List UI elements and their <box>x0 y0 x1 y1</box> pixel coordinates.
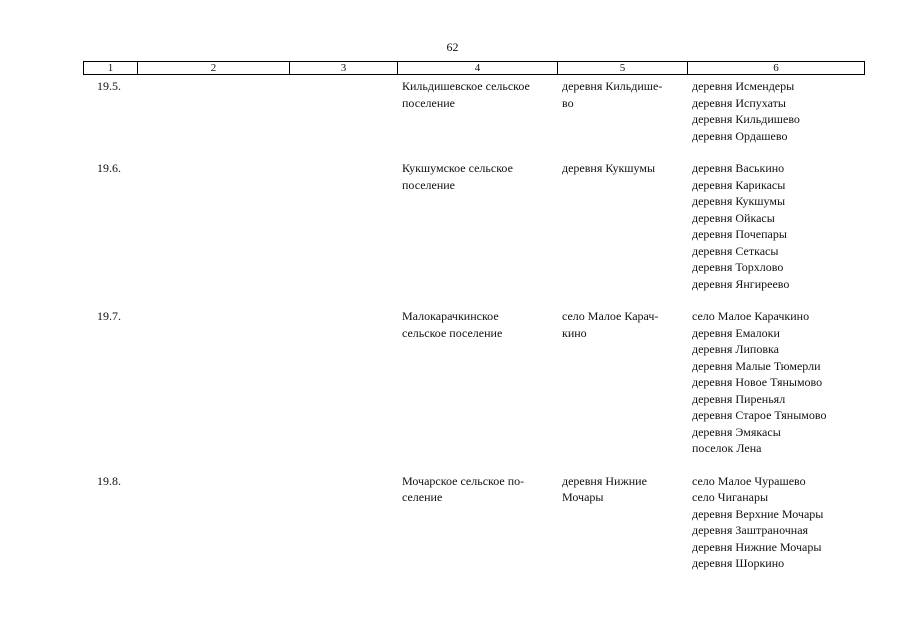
settlement-name-cell <box>397 160 557 292</box>
locality-item: деревня Шоркино <box>692 556 785 570</box>
column-header-5: 5 <box>558 62 688 74</box>
admin-center-cell <box>557 78 687 144</box>
locality-item: деревня Янгиреево <box>692 276 790 291</box>
locality-item: деревня Новое Тянымово <box>692 375 823 389</box>
column-header-1: 1 <box>84 62 138 74</box>
locality-item: деревня Кукшумы <box>692 194 786 208</box>
table-row <box>83 308 865 457</box>
table-body <box>83 78 865 572</box>
settlement-name-cell <box>397 308 557 457</box>
settlement-name-line: Мочарское сельское по- <box>402 473 525 488</box>
settlement-name-line: Кукшумское сельское <box>402 161 513 175</box>
column-header-4: 4 <box>398 62 558 74</box>
settlement-name-line: поселение <box>402 177 456 192</box>
column-header-2: 2 <box>138 62 290 74</box>
row-number: 19.5. <box>97 79 121 93</box>
locality-item: деревня Верхние Мочары <box>692 506 824 521</box>
page-number: 62 <box>446 40 459 54</box>
locality-item: деревня Карикасы <box>692 177 786 192</box>
row-number-cell <box>83 308 137 457</box>
locality-item: деревня Старое Тянымово <box>692 408 827 422</box>
row-number: 19.6. <box>97 161 121 175</box>
empty-cell-col2 <box>137 473 289 572</box>
admin-center-line: Мочары <box>562 490 604 504</box>
row-number-cell <box>83 473 137 572</box>
row-number-cell <box>83 78 137 144</box>
locality-item: деревня Нижние Мочары <box>692 539 822 554</box>
localities-cell <box>687 473 865 572</box>
locality-item: деревня Емалоки <box>692 325 780 340</box>
row-number-cell <box>83 160 137 292</box>
settlement-name-line: селение <box>402 490 443 504</box>
locality-item: деревня Эмякасы <box>692 424 781 439</box>
locality-item: деревня Торхлово <box>692 260 784 274</box>
row-number: 19.7. <box>97 309 121 323</box>
admin-center-cell <box>557 160 687 292</box>
table-row <box>83 78 865 144</box>
locality-item: деревня Испухаты <box>692 95 786 110</box>
empty-cell-col2 <box>137 308 289 457</box>
settlement-name-line: Малокарачкинское <box>402 309 499 323</box>
table-row <box>83 160 865 292</box>
admin-center-line: деревня Кукшумы <box>562 161 656 175</box>
locality-item: деревня Почепары <box>692 227 787 241</box>
empty-cell-col3 <box>289 160 397 292</box>
localities-cell <box>687 160 865 292</box>
admin-center-line: деревня Нижние <box>562 473 647 488</box>
locality-item: деревня Васькино <box>692 161 785 175</box>
empty-cell-col2 <box>137 160 289 292</box>
admin-center-line: кино <box>562 325 587 340</box>
locality-item: деревня Ордашево <box>692 128 788 143</box>
locality-item: деревня Ойкасы <box>692 210 775 225</box>
empty-cell-col3 <box>289 78 397 144</box>
locality-item: деревня Исмендеры <box>692 79 795 93</box>
settlement-name-line: сельское поселение <box>402 325 503 340</box>
column-header-6: 6 <box>688 62 865 74</box>
settlement-name-line: Кильдишевское сельское <box>402 79 530 93</box>
row-number: 19.8. <box>97 473 121 488</box>
table-header <box>83 61 865 75</box>
locality-item: деревня Заштраночная <box>692 523 809 537</box>
locality-item: село Малое Карачкино <box>692 309 810 323</box>
locality-item: деревня Малые Тюмерли <box>692 358 821 373</box>
locality-item: деревня Пиреньял <box>692 391 786 406</box>
locality-item: село Малое Чурашево <box>692 473 806 488</box>
locality-item: деревня Сеткасы <box>692 243 779 258</box>
admin-center-cell <box>557 308 687 457</box>
admin-center-line: деревня Кильдише- <box>562 79 663 93</box>
empty-cell-col3 <box>289 473 397 572</box>
settlement-name-cell <box>397 78 557 144</box>
admin-center-cell <box>557 473 687 572</box>
locality-item: село Чиганары <box>692 490 769 504</box>
table-row <box>83 473 865 572</box>
locality-item: поселок Лена <box>692 441 762 455</box>
locality-item: деревня Липовка <box>692 342 779 356</box>
admin-center-line: во <box>562 95 574 110</box>
column-header-3: 3 <box>290 62 398 74</box>
locality-item: деревня Кильдишево <box>692 112 800 126</box>
settlement-name-cell <box>397 473 557 572</box>
empty-cell-col2 <box>137 78 289 144</box>
empty-cell-col3 <box>289 308 397 457</box>
localities-cell <box>687 78 865 144</box>
admin-center-line: село Малое Карач- <box>562 309 659 323</box>
localities-cell <box>687 308 865 457</box>
settlement-name-line: поселение <box>402 95 456 110</box>
